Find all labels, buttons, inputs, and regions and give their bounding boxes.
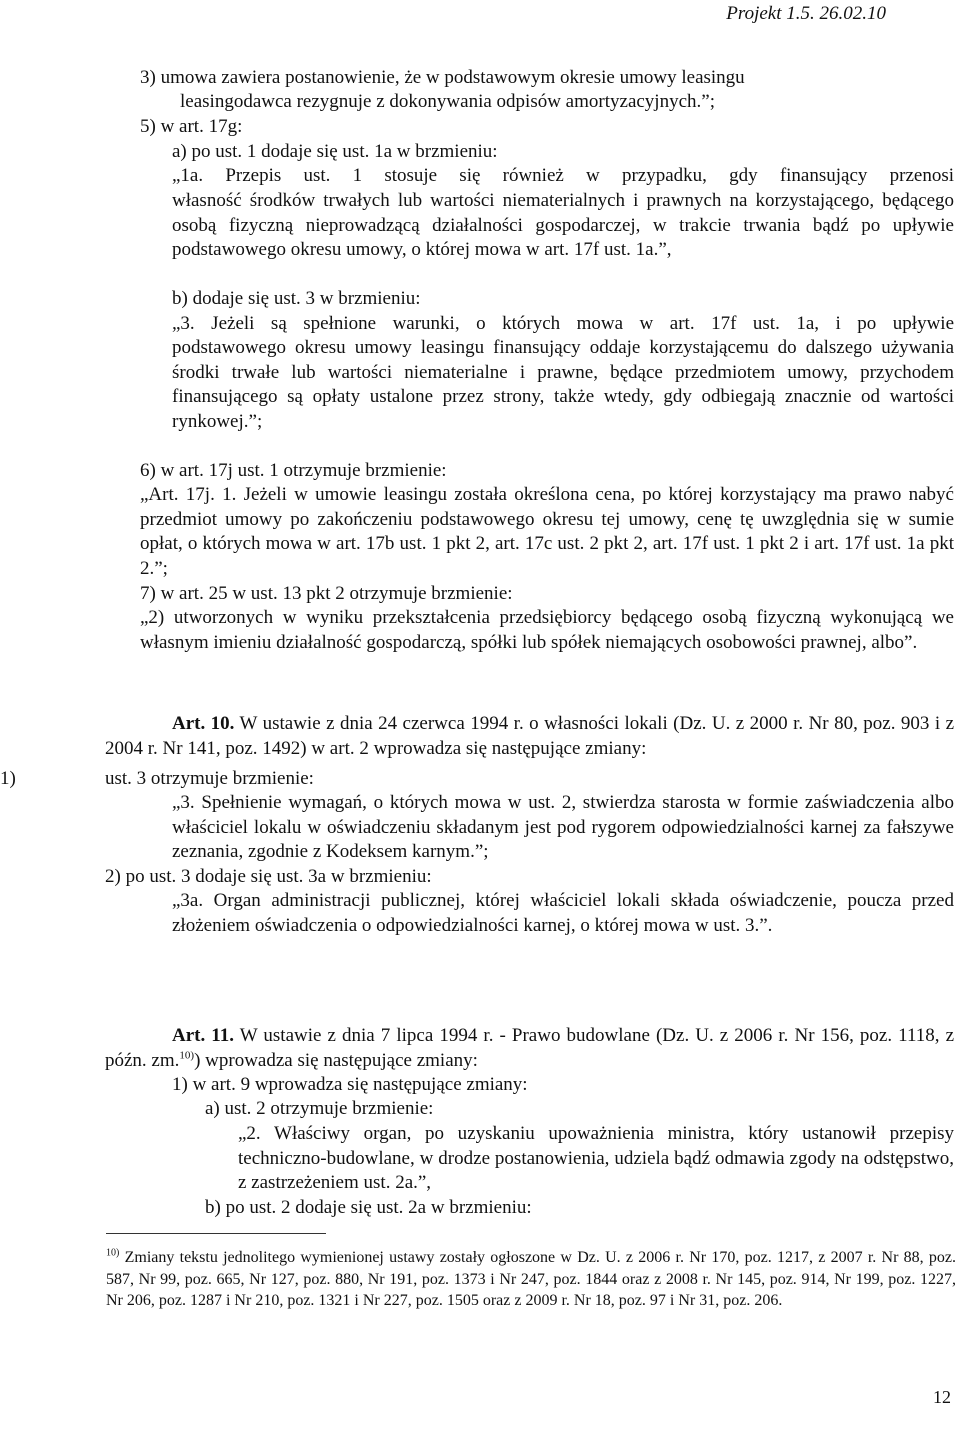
footnote-text: Zmiany tekstu jednolitego wymienionej ustawy zostały ogłoszone w Dz. U. z 2006 r. Nr 170, poz. 1217, z 2007 r. Nr 88, poz. 587, Nr 99, poz. 665, Nr 127, poz. 880, Nr 191, poz. 1373 i Nr 247, poz. 1844 oraz z 2008 r. Nr 145, poz. 914, Nr 199, poz. 1227, Nr 206, poz. 1287 i Nr 210, poz. 1321 i Nr 227, poz. 1505 oraz z 2009 r. Nr 18, poz. 97 i Nr 31, poz. 206.	[106, 1249, 957, 1309]
quote-3-paragraph: podstawowego okresu umowy leasingu finansujący oddaje korzystającemu do dalszego używania środki trwałe lub wartości niematerialne i prawne, będące przedmiotem umowy, przychodem finansującego są opłaty ustalone przez strony, także wtedy, gdy odbiegają znacznie od wartości rynkowej.”;	[172, 337, 954, 432]
quote-1a-first-line: „1a. Przepis ust. 1 stosuje się również w przypadku, gdy finansujący przenosi	[172, 165, 954, 186]
art-11-intro-tail: ) wprowadza się następujące zmiany:	[194, 1049, 478, 1071]
point-6-line: 6) w art. 17j ust. 1 otrzymuje brzmienie:	[140, 460, 447, 481]
quote-1a-paragraph: własność środków trwałych lub wartości niematerialnych i prawnych na korzystającego, będącego osobą fizyczną nieprowadzącą działalności gospodarczej, w trakcie trwania bądź po upływie podstawowego okresu umowy, o której mowa w art. 17f ust. 1a.”,	[172, 190, 954, 260]
art-11-subpoint-b: b) po ust. 2 dodaje się ust. 2a w brzmieniu:	[205, 1197, 532, 1218]
art-11-intro	[105, 1024, 954, 1073]
art-10-heading: Art. 10.	[172, 713, 235, 734]
point-3-continuation: leasingodawca rezygnuje z dokonywania odpisów amortyzacyjnych.”;	[180, 91, 715, 112]
footnote-separator	[106, 1233, 326, 1234]
project-version-header: Projekt 1.5. 26.02.10	[726, 3, 886, 24]
art-11-quote-2: „2. Właściwy organ, po uzyskaniu upoważnienia ministra, który ustanowił przepisy techniczno-budowlane, w drodze postanowienia, udziela bądź odmawia zgody na odstępstwo, z zastrzeżeniem ust. 2a.”,	[238, 1123, 954, 1193]
art-11-point-1: 1) w art. 9 wprowadza się następujące zmiany:	[172, 1074, 528, 1095]
footnote-reference[interactable]: 10)	[179, 1049, 195, 1062]
art-10-intro-text: W ustawie z dnia 24 czerwca 1994 r. o własności lokali (Dz. U. z 2000 r. Nr 80, poz. 903 i z 2004 r. Nr 141, poz. 1492) w art. 2 wprowadza się następujące zmiany:	[105, 713, 954, 759]
point-7-line: 7) w art. 25 w ust. 13 pkt 2 otrzymuje brzmienie:	[140, 583, 513, 604]
footnote-10	[106, 1247, 956, 1312]
quote-3-first-line: „3. Jeżeli są spełnione warunki, o których mowa w art. 17f ust. 1a, i po upływie	[172, 313, 954, 334]
art-11-heading: Art. 11.	[172, 1025, 235, 1046]
art-10-quote-3: „3. Spełnienie wymagań, o których mowa w ust. 2, stwierdza starosta w formie zaświadczenia albo właściciel lokalu w oświadczeniu składanym jest pod rygorem odpowiedzialności karnej za fałszywe zeznania, zgodnie z Kodeksem karnym.”;	[172, 792, 954, 862]
point-3-line: 3) umowa zawiera postanowienie, że w podstawowym okresie umowy leasingu	[140, 67, 745, 88]
art-10-intro	[105, 712, 954, 761]
art-10-quote-3a: „3a. Organ administracji publicznej, której właściciel lokali składa oświadczenie, poucza przed złożeniem oświadczenia o odpowiedzialności karnej, o której mowa w ust. 3.”.	[172, 890, 954, 936]
footnote-mark: 10)	[106, 1247, 120, 1259]
art-11-subpoint-a: a) ust. 2 otrzymuje brzmienie:	[205, 1098, 434, 1119]
art-10-point-1: ust. 3 otrzymuje brzmienie:	[105, 768, 314, 789]
quote-art17j-paragraph: „Art. 17j. 1. Jeżeli w umowie leasingu została określona cena, po której korzystający ma prawo nabyć przedmiot umowy po zakończeniu podstawowego okresu tej umowy, cenę tę uwzględnia się w sumie opłat, o których mowa w art. 17b ust. 1 pkt 2, art. 17c ust. 2 pkt 2, art. 17f ust. 1 pkt 2 i art. 17f ust. 1a pkt 2.”;	[140, 484, 954, 579]
point-5-line: 5) w art. 17g:	[140, 116, 243, 137]
subpoint-a-line: a) po ust. 1 dodaje się ust. 1a w brzmieniu:	[172, 141, 498, 162]
quote-2-paragraph: „2) utworzonych w wyniku przekształcenia przedsiębiorcy będącego osobą fizyczną wykonującą we własnym imieniu działalność gospodarczą, spółki lub spółek niemających osobowości prawnej, albo”.	[140, 607, 954, 653]
art-10-point-2: 2) po ust. 3 dodaje się ust. 3a w brzmieniu:	[105, 866, 432, 887]
page-number: 12	[933, 1387, 951, 1407]
subpoint-b-line: b) dodaje się ust. 3 w brzmieniu:	[172, 288, 421, 309]
art-10-point-1-marker: 1)	[0, 768, 16, 789]
art-11-intro-text: W ustawie z dnia 7 lipca 1994 r. - Prawo budowlane (Dz. U. z 2006 r. Nr 156, poz. 1118, z późn. zm.	[105, 1025, 955, 1071]
